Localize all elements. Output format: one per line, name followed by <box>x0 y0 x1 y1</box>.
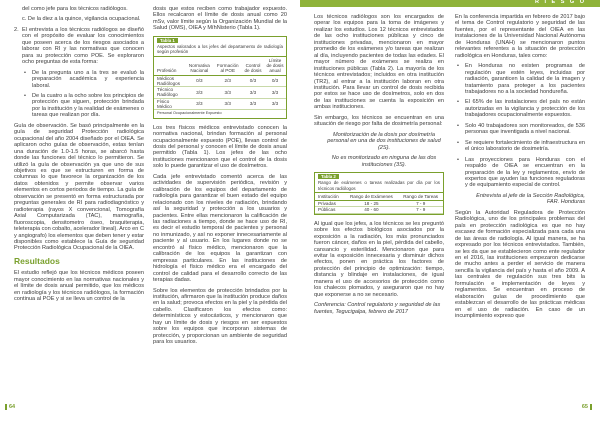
quote: Monitorización de la dosis por dosímetría personal en una de dos instituciones de salud (2S). <box>327 131 441 151</box>
paragraph: Al igual que los jefes, a los técnicos se les preguntó sobre los efectos biológicos asociados por la exposición a la radiación, los más pronunciados fueron cáncer, daños en la piel, pérdida del cabello, cansancio y esterilidad. Mencionaron que para evitar la exposición innecesaria y disminuir dichos efectos, ponen en práctica los factores de protección del principio de optimización: tiempo, distancia y blindaje en instalaciones, de igual manera el uso de accesorios de protección como los chalecos plomados, y aseguraron que no hay que exponerse a no se necesario. <box>314 220 444 298</box>
column-3 <box>314 14 444 319</box>
paragraph: Los técnicos radiólogos son los encargados de operar los equipos para la toma de imágenes y realizar los estudios. Los 12 técnicos entrevistados de las ocho instituciones públicas y cinco de instituciones privadas, mencionaron en mayor promedio de los exámenes y/o tareas que realizan al día, incluyendo pacientes de todas las edades. El mayor número de exámenes se realiza en instituciones públicas (Tabla 2). La mayoría de los técnicos entrevistados; incluidos en otra institución (TR2), al entrar a la institución laboran en otra institución. Para llevar un control de dosis recibida por estos se hace uso de dosímetros, solo en dos de las instituciones se cuenta la exposición en ambas instituciones. <box>314 14 444 111</box>
paragraph: Cada jefe entrevistado comentó acerca de las actividades de supervisión periódica, revisión y calibración de los equipos del departamento de radiología para garantizar el buen estado del equipo relacionado con los niveles de radiación, brindando así la seguridad y protección a los usuarios y pacientes. Entre ellas mencionaron la calificación de las radiaciones a tiempo, donde se hace uso de RI, es decir el estudio temporal de pacientes y personal no inmunizado, y así no exponer innecesariamente al paciente y al usuario. En los lugares donde no se encontró al físico médico, mencionaron que la calibración de los equipos la garantizan con empresas particulares. En las instituciones de hidrología el físico médico era el encargado del control de calidad para el desarrollo correcto de las terapias dadas. <box>153 173 287 284</box>
data-table <box>315 192 443 214</box>
table-cell: 0/3 <box>242 75 264 87</box>
column-header: Normativa Nacional <box>185 56 213 75</box>
table-header-row <box>315 192 443 200</box>
paragraph: Sin embargo, los técnicos se encuentran en una situación de riesgo por falta de dosimetría personal: <box>314 114 444 128</box>
quote: No es monitorizado en ninguna de las dos instituciones (3S). <box>331 155 437 168</box>
paragraph: dosis que estos reciben como trabajador expuesto. Ellos recalcaron el límite de dosis anual como 20 mSv, valor límite según la Organización Mundial de la Salud (OMS), OIEA y MíhNisterio (Tabla 1). <box>153 6 287 32</box>
paragraph: Sobre los elementos de protección brindados por la institución, afirmaron que la institución produce daños en la salud; provoca efectos en la piel y la pérdida del cabello. Clasificaron los efectos como: determinísticos y estocásticos, y mencionaron que hay un límite de dosis y riesgos en ser expuestos sobre los equipos que incorporan sistemas de protección, y proporcionan un ambiente de seguridad para los usuarios. <box>153 287 287 346</box>
table-cell: 0/3 <box>185 75 213 87</box>
item-text: El entrevista a los técnicos radiólogos se diseñó con el propósito de evaluar los conocimientos que poseen acerca de los riesgos asociados a laborar con RI y las normativas que conocen para su protección como POE. Se exploraron ocho preguntas de esta forma: <box>22 26 144 66</box>
table-cell: 3/3 <box>264 87 286 99</box>
table-cell: Médicos Radiólogos <box>154 75 185 87</box>
table-row <box>154 75 286 87</box>
paragraph: del como jefe para los técnicos radiólogos. <box>22 6 128 12</box>
table-tag: Tabla 1 <box>157 38 178 43</box>
bullet-item: • Solo 40 trabajadores son monitoreados, de 536 personas que inventigada a nivel nacional. <box>455 123 585 136</box>
table-header-row <box>154 56 286 75</box>
table-note: Personal Ocupacionalmente Expuesto <box>157 111 222 116</box>
bullet-item: • De la cuatro a la ocho sobre los principios de protección que siguen, protección brindada por la institución y la realidad de exámenes o tareas que realizan por día. <box>22 93 144 119</box>
quote: Entrevista al jefe de la Sección Radiológica, FAR. Honduras <box>476 192 585 206</box>
table-cell: Físico Médico <box>154 98 185 110</box>
table-1 <box>153 36 287 119</box>
table-cell: Privadas <box>315 201 344 207</box>
item-number: 2. <box>14 26 19 33</box>
table-caption-text: Aspectos valorados a los jefes del departamento de radiología según profesión <box>157 44 283 55</box>
page-number-left: 64 <box>5 404 15 410</box>
table-cell: 3/3 <box>185 98 213 110</box>
table-cell: Técnico Radiólogo <box>154 87 185 99</box>
paragraph: En la conferencia impartida en febrero de 2017 bajo el tema de Control regulatorio y seguridad de las fuentes, por el representante del OIEA en las instalaciones de la Universidad Nacional Autónoma de Honduras (UNAH) se mencionaron puntos relevantes referentes a la situación de protección radiológica en Honduras, tales como: <box>455 14 585 59</box>
table-tag: Tabla 2 <box>318 174 339 179</box>
table-cell: 3/3 <box>185 87 213 99</box>
bullet-item: • De la pregunta uno a la tres se evaluó la preparación académica y experiencia laboral. <box>22 70 144 89</box>
table-2 <box>314 172 444 215</box>
column-header: Institución <box>315 192 344 200</box>
table-cell: 40 - 60 <box>344 207 398 213</box>
table-row <box>315 207 443 213</box>
header-bar <box>300 0 600 7</box>
list-item: c. De la diez a la quince, vigilancia ocupacional. <box>22 16 141 23</box>
table-caption-text: Rango de exámenes o tareas realizadas por día por los técnicos radiólogos <box>318 180 440 191</box>
table-cell: 2/3 <box>214 75 242 87</box>
data-table <box>154 56 286 111</box>
column-2 <box>153 6 287 350</box>
bullet-item: • Las proyecciones para Honduras con el respaldo de OIEA se encuentran en la preparación de la ley y reglamentos, envío de expertos que ayuden las funciones reguladoras y de equipamiento especial de control. <box>455 157 585 189</box>
table-cell: Públicas <box>315 207 344 213</box>
table-cell: 3/3 <box>214 98 242 110</box>
column-header: Control de dosis <box>242 56 264 75</box>
table-cell: 3/3 <box>242 98 264 110</box>
table-cell: 0/3 <box>264 75 286 87</box>
table-row <box>154 98 286 110</box>
column-header: Formación al POE <box>214 56 242 75</box>
table-caption <box>154 37 286 56</box>
table-row <box>154 87 286 99</box>
paragraph: El estudio reflejó que los técnicos médicos poseen mayor conocimiento en las normativas nacionales y el límite de dosis anual permitido, que los médicos en radiología y los técnicos radiólogos, la formación continua al POE y si se lleva un control de la <box>14 270 144 303</box>
page-number-right: 65 <box>582 404 592 410</box>
column-4 <box>455 14 585 323</box>
paragraph: Según la Autoridad Reguladora de Protección Radiológica, uno de los principales problemas del país en protección radiológica es que no hay escasez de formación especializada para cada una de las áreas de radiología. Al igual manera, se ha expresado por los técnicos entrevistados. También, se les da que se establecieron como ente regulador en el 2016, las instituciones empezaron dedicarse de mucho antes a perder el servicio de manera sencilla la vigilancia del país y hasta el año 2009. A las centrales de regulación sus tres bits la formulación e implementación de leyes y reglamentos. Se encuentran en proceso de elaboración guías de procedimiento que establezcan el desarrollo de las prácticas médicas en el uso de radiación. En caso de un incumplimiento expreso que <box>455 209 585 320</box>
section-title: Resultados <box>14 255 60 266</box>
table-cell: 3/3 <box>264 98 286 110</box>
section-label: R I E S G O <box>534 0 586 5</box>
column-header: Límite de dosis anual <box>264 56 286 75</box>
bullet-item: • El 65% de las instalaciones del país no están autorizadas en la vigilancia y protección de los trabajadores ocupacionalmente expuestos. <box>455 99 585 118</box>
column-header: Rango de Exámenes <box>344 192 398 200</box>
table-cell: 18 - 25 <box>344 201 398 207</box>
column-header: Profesión <box>154 56 185 75</box>
table-cell: 7 - 9 <box>398 201 443 207</box>
paragraph: Los tres físicos médicos entrevistado conocen la normativa nacional, brindan formación al personal ocupacionalmente expuesto (POE), llevan control de dosis del personal y conocen el límite de dosis anual permitido (Tabla 1). Los jefes de las ocho instituciones mencionaron que el control de la dosis solo lo puede garantizar el uso de dosímetros. <box>153 124 287 170</box>
list-item <box>14 27 144 66</box>
paragraph: Guía de observación. Se basó principalmente en la guía de seguridad Protección radiológica ocupacional del año 2004 diseñado por el OIEA. Se aplicaron ocho guías de observación, estas tenían una duración de 1.0-1.5 horas, se abarcó hasta donde las funciones del técnico lo permitieron. Se utilizó la guía de observación ya que uno de sus objetivos es que se estructuren en forma de columnas lo que favorece la organización de los datos obtenidos y permite observar varios elementos en cortos periodos de tiempo. La guía de observación se presentó en forma estructurada por preguntas generales de RI para radiodiagnóstico y radioterapia (rayos X convencional, Tomografía Axial Computarizada (TAC), mamografía, fluoroscopia, densitometro óseo, braquiterapia, teleterapia con cobalto, acelerador lineal). Arco en C y angiografo) los elementos que deben tener y estar disponibles como establece la Guía de seguridad Protección Radiológica Ocupacional de la OIEA. <box>14 122 144 252</box>
bullet-item: • Se requiere fortalecimiento de infraestructura en el único laboratorio de dosimetría. <box>455 140 585 153</box>
column-header: Rango de Tareas <box>398 192 443 200</box>
citation: Conferencia: Control regulatorio y seguridad de las fuentes, Tegucigalpa, febrero de 2017 <box>314 302 441 315</box>
table-cell: 3/3 <box>214 87 242 99</box>
table-caption <box>315 173 443 192</box>
bullet-item: • En Honduras no existen programas de regulación que estén leyes, incluidas por radiación, garanticen la calidad de la imagen y tratamiento para proteger a los pacientes trabajadores no a la sociedad hondureña. <box>455 63 585 95</box>
column-1 <box>14 6 144 307</box>
table-cell: 3/3 <box>242 87 264 99</box>
table-cell: 7 - 9 <box>398 207 443 213</box>
